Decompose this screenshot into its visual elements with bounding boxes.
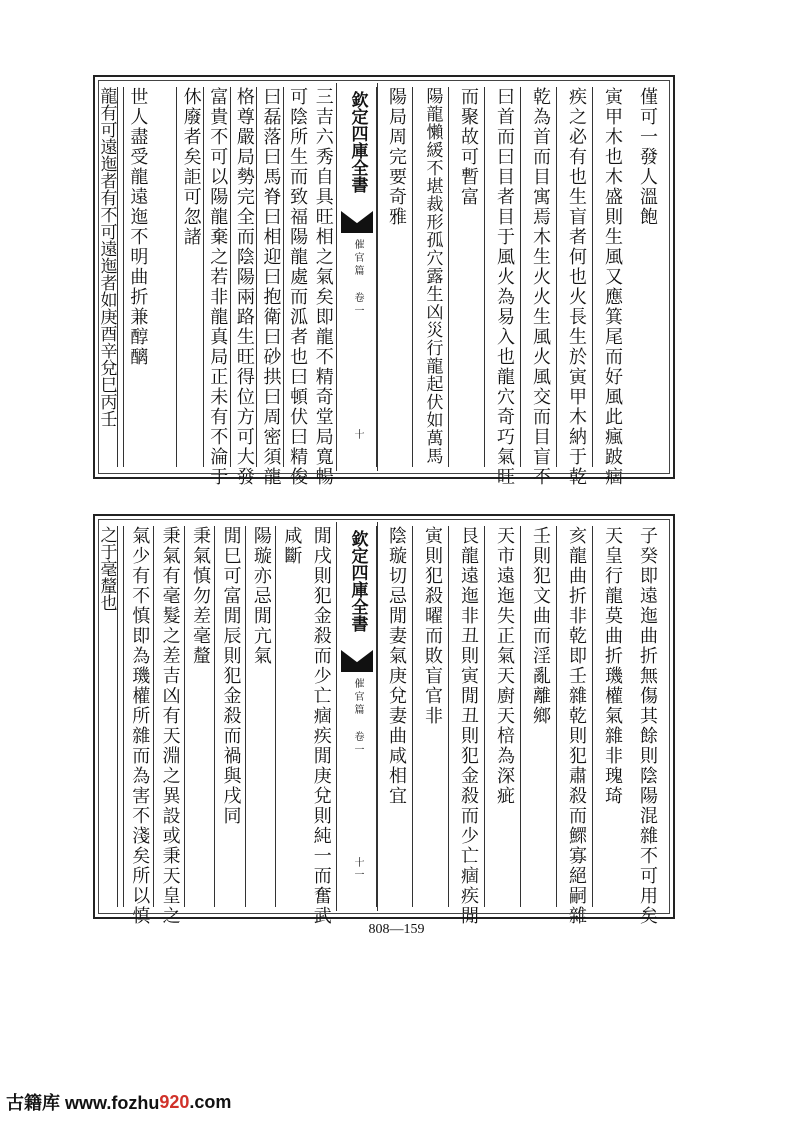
column-text: 世人盡受龍遠迤不明曲折兼醇醨: [127, 87, 149, 367]
column-text: 子癸即遠迤曲折無傷其餘則陰陽混雜不可用矣: [637, 526, 658, 926]
text-column: [592, 87, 631, 487]
column-text: 閒巳可富閒辰則犯金殺而禍與戌同: [220, 526, 242, 826]
text-column: [556, 87, 595, 487]
column-text: 寅甲木也木盛則生風又應箕尾而好風此瘋跛痼: [602, 87, 623, 487]
center-band: [336, 83, 378, 471]
column-text: 格尊嚴局勢完全而陰陽兩路生旺得位方可大發: [233, 87, 255, 487]
text-column: [306, 526, 336, 926]
folio-number: 十一: [352, 857, 363, 881]
text-column: [275, 526, 306, 907]
watermark-suffix: .com: [189, 1091, 232, 1112]
column-text: 之于毫釐也: [96, 526, 117, 611]
column-text: 曰首而曰目者目于風火為易入也龍穴奇巧氣旺: [494, 87, 515, 487]
column-text: 氣少有不慎即為璣權所雜而為害不淺矣所以慎: [129, 526, 151, 926]
text-column: [203, 87, 231, 487]
watermark-highlight: 920: [159, 1091, 190, 1112]
column-text: 僅可一發人溫飽: [637, 87, 658, 227]
text-column: [95, 87, 118, 467]
text-column: [283, 87, 311, 487]
text-column: [628, 526, 666, 926]
column-text: 咸斷: [281, 526, 303, 566]
text-column: [628, 87, 666, 467]
column-text: 陽璇亦忌閒亢氣: [250, 526, 272, 666]
column-text: 秉氣有毫髮之差吉凶有天淵之異設或秉天皇之: [159, 526, 181, 926]
column-text: 寅則犯殺曜而敗盲官非: [422, 526, 443, 726]
site-watermark: [0, 1087, 231, 1117]
book-title: 欽定四庫全書: [347, 530, 368, 632]
text-column: [245, 526, 276, 907]
column-text: 陽龍懶緩不堪裁形孤穴露生凶災行龍起伏如萬馬: [422, 87, 443, 465]
text-column: [230, 87, 258, 487]
text-column: [256, 87, 284, 487]
chapter-label: 催官篇 卷一: [352, 678, 363, 757]
text-column: [412, 87, 451, 467]
column-text: 天皇行龍莫曲折璣權氣雜非瑰琦: [602, 526, 623, 806]
book-title: 欽定四庫全書: [347, 91, 368, 193]
column-text: 乾為首而目寓焉木生火火生風火風交而目盲不: [530, 87, 551, 487]
column-text: 三吉六秀自具旺相之氣矣即龍不精奇堂局寬暢: [312, 87, 334, 487]
text-column: [309, 87, 336, 487]
page-number: 808—159: [368, 922, 425, 937]
text-column: [556, 526, 595, 926]
folio-number: 十: [352, 429, 363, 441]
column-text: 陽局周完要奇雅: [386, 87, 407, 227]
column-text: 閒戌則犯金殺而少亡痼疾閒庚兌則純一而奮武: [310, 526, 332, 926]
column-text: 曰磊落曰馬脊曰相迎曰抱衛曰砂拱曰周密須龍: [260, 87, 282, 487]
column-text: 疾之必有也生盲者何也火長生於寅甲木納于乾: [566, 87, 587, 487]
text-column: [412, 526, 451, 907]
text-column: [95, 526, 118, 907]
column-text: 秉氣慎勿差毫釐: [190, 526, 212, 666]
top-text-panel: [93, 75, 675, 487]
text-column: [592, 526, 631, 907]
column-text: 而聚故可暫富: [458, 87, 479, 207]
text-column: [484, 526, 523, 907]
bottom-text-panel: [93, 514, 675, 926]
column-text: 壬則犯文曲而淫亂離鄉: [530, 526, 551, 726]
text-column: [376, 526, 415, 907]
text-column: [520, 87, 559, 487]
chapter-label: 催官篇 卷一: [352, 239, 363, 318]
fish-tail-mark: [341, 211, 373, 233]
text-column: [123, 87, 151, 467]
column-text: 休廢者矣詎可忽諸: [180, 87, 202, 247]
text-column: [153, 526, 184, 926]
text-column: [214, 526, 245, 907]
column-text: 艮龍遠迤非丑則寅閒丑則犯金殺而少亡痼疾閒: [458, 526, 479, 926]
column-text: 可陰所生而致福陽龍處而泒者也曰頓伏曰精俊: [287, 87, 309, 487]
text-column: [520, 526, 559, 907]
column-text: 富貴不可以陽龍棄之若非龍真局正未有不淪于: [207, 87, 229, 487]
column-text: 亥龍曲折非乾即壬雜乾則犯肅殺而鰥寡絕嗣雜: [566, 526, 587, 926]
column-text: 天市遠迤失正氣天廚天棓為深疵: [494, 526, 515, 806]
watermark-prefix: 古籍库 www.fozhu: [6, 1093, 160, 1113]
text-column: [176, 87, 204, 467]
text-column: [123, 526, 154, 926]
text-column: [184, 526, 215, 907]
text-column: [484, 87, 523, 487]
column-text: 龍有可遠迤者有不可遠迤者如庚酉辛兌巳丙壬: [96, 87, 117, 427]
text-column: [376, 87, 415, 467]
fish-tail-mark: [341, 650, 373, 672]
center-band: [336, 522, 378, 911]
text-column: [448, 526, 487, 926]
column-text: 陰璇切忌閒妻氣庚兌妻曲咸相宜: [386, 526, 407, 806]
text-column: [448, 87, 487, 467]
